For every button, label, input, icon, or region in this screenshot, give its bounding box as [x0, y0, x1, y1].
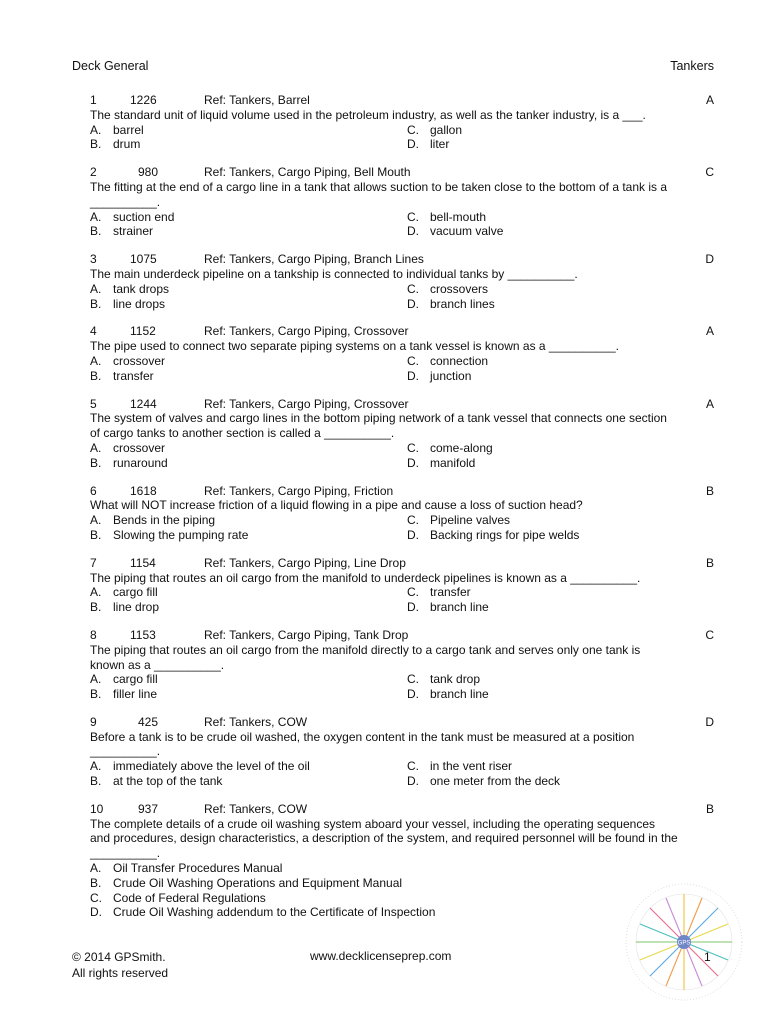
answer-key: C	[705, 165, 714, 180]
option-grid	[90, 123, 714, 153]
question-3	[90, 252, 714, 311]
question-number: 3	[90, 252, 97, 267]
footer-copyright	[72, 949, 168, 981]
answer-key: D	[705, 252, 714, 267]
answer-key: B	[705, 483, 714, 498]
question-number: 9	[90, 714, 97, 729]
option-c: C. Pipeline valves	[407, 513, 511, 528]
option-a: A. crossover	[90, 353, 166, 368]
option-d: D. liter	[407, 137, 450, 152]
option-c: C. come-along	[407, 440, 493, 455]
option-a: A. cargo fill	[90, 585, 158, 600]
option-a: A. tank drops	[90, 281, 170, 296]
option-b: B. strainer	[90, 224, 154, 239]
question-text: Before a tank is to be crude oil washed, the oxygen content in the tank must be measured at a position __________.	[90, 729, 635, 759]
answer-key: B	[705, 801, 714, 816]
question-8	[90, 628, 714, 702]
answer-key: B	[705, 555, 714, 570]
option-b: B. Slowing the pumping rate	[90, 527, 249, 542]
option-d: D. manifold	[407, 455, 476, 470]
question-ref: Ref: Tankers, Cargo Piping, Tank Drop	[204, 627, 409, 642]
question-2	[90, 165, 714, 239]
question-number: 7	[90, 555, 97, 570]
option-grid	[90, 585, 714, 615]
question-ref: Ref: Tankers, Cargo Piping, Crossover	[204, 324, 409, 339]
option-b: B. transfer	[90, 368, 154, 383]
question-ref: Ref: Tankers, Cargo Piping, Friction	[204, 483, 394, 498]
option-c: C. gallon	[407, 122, 463, 137]
question-number: 4	[90, 324, 97, 339]
option-grid	[90, 354, 714, 384]
rights-text: All rights reserved	[72, 966, 169, 980]
option-c: C. bell-mouth	[407, 209, 487, 224]
question-code: 1226	[130, 93, 157, 107]
option-d: D. branch line	[407, 687, 489, 702]
question-number: 8	[90, 627, 97, 642]
option-d: D. branch line	[407, 600, 489, 615]
question-9	[90, 715, 714, 789]
option-d: D. one meter from the deck	[407, 774, 561, 789]
option-a: A. Bends in the piping	[90, 513, 216, 528]
option-list	[90, 861, 714, 920]
option-c: C. in the vent riser	[407, 759, 513, 774]
question-text: The main underdeck pipeline on a tankship is connected to individual tanks by __________.	[90, 266, 578, 281]
question-6	[90, 484, 714, 543]
answer-key: A	[705, 324, 714, 339]
answer-key: A	[705, 396, 714, 411]
option-a: A. crossover	[90, 440, 166, 455]
question-text: The fitting at the end of a cargo line in a tank that allows suction to be taken close to the bottom of a tank is a __________.	[90, 179, 668, 209]
compass-rose-icon	[622, 880, 746, 1004]
option-d: D. branch lines	[407, 296, 495, 311]
question-ref: Ref: Tankers, Barrel	[204, 93, 310, 107]
footer-website: www.decklicenseprep.com	[310, 949, 452, 963]
option-grid	[90, 282, 714, 312]
option-b: B. line drop	[90, 600, 160, 615]
option-c: C. transfer	[407, 585, 471, 600]
question-text: The piping that routes an oil cargo from the manifold to underdeck pipelines is known as a __________.	[90, 570, 641, 585]
question-5	[90, 397, 714, 471]
question-ref: Ref: Tankers, Cargo Piping, Crossover	[204, 396, 409, 411]
option-a: A. barrel	[90, 122, 144, 137]
copyright-text: © 2014 GPSmith.	[72, 950, 166, 964]
question-text: The piping that routes an oil cargo from the manifold directly to a cargo tank and serves only one tank is known as a __________.	[90, 642, 641, 672]
option-b: B. line drops	[90, 296, 166, 311]
question-ref: Ref: Tankers, Cargo Piping, Bell Mouth	[204, 165, 411, 180]
option-c: C. tank drop	[407, 672, 481, 687]
question-7	[90, 556, 714, 615]
question-number: 5	[90, 396, 97, 411]
option-d: D. vacuum valve	[407, 224, 504, 239]
option-grid	[90, 441, 714, 471]
option-c: C. crossovers	[407, 281, 489, 296]
option-d: D. Backing rings for pipe welds	[407, 527, 580, 542]
option-grid	[90, 513, 714, 543]
question-number: 1	[90, 93, 97, 107]
question-code: 1618	[130, 483, 157, 498]
question-code: 1244	[130, 396, 157, 411]
question-code: 1154	[130, 555, 156, 570]
option-grid	[90, 672, 714, 702]
question-text: The complete details of a crude oil washing system aboard your vessel, including the operating sequences and procedures, design characteristics, a description of the system, and required personnel will be found in the __________.	[90, 816, 678, 861]
question-1	[90, 93, 714, 152]
option-grid	[90, 759, 714, 789]
logo-text: GPS	[677, 940, 691, 947]
question-ref: Ref: Tankers, COW	[204, 714, 308, 729]
question-text: The system of valves and cargo lines in the bottom piping network of a tank vessel that connects one section of cargo tanks to another section is called a __________.	[90, 411, 667, 441]
question-code: 1153	[130, 627, 156, 642]
page-number: 1	[704, 950, 711, 964]
question-ref: Ref: Tankers, COW	[204, 801, 308, 816]
option-c: C. Code of Federal Regulations	[90, 890, 266, 905]
question-text: The standard unit of liquid volume used in the petroleum industry, as well as the tanker industry, is a ___.	[90, 107, 646, 122]
question-number: 6	[90, 483, 97, 498]
option-a: A. cargo fill	[90, 672, 158, 687]
question-ref: Ref: Tankers, Cargo Piping, Branch Lines	[204, 252, 424, 267]
option-c: C. connection	[407, 353, 489, 368]
answer-key: C	[705, 627, 714, 642]
question-code: 980	[138, 165, 159, 180]
question-code: 425	[138, 714, 159, 729]
question-text: The pipe used to connect two separate piping systems on a tank vessel is known as a __________.	[90, 339, 619, 354]
option-a: A. suction end	[90, 209, 175, 224]
question-number: 2	[90, 165, 97, 180]
option-b: B. drum	[90, 137, 141, 152]
option-a: A. Oil Transfer Procedures Manual	[90, 861, 283, 876]
option-a: A. immediately above the level of the oil	[90, 759, 310, 774]
question-number: 10	[90, 801, 104, 816]
question-list	[90, 93, 714, 933]
option-b: B. runaround	[90, 455, 168, 470]
question-10	[90, 802, 714, 920]
answer-key: A	[705, 93, 714, 107]
option-b: B. at the top of the tank	[90, 774, 223, 789]
option-d: D. junction	[407, 368, 472, 383]
option-b: B. Crude Oil Washing Operations and Equipment Manual	[90, 875, 403, 890]
header-right: Tankers	[670, 59, 714, 73]
question-text: What will NOT increase friction of a liquid flowing in a pipe and cause a loss of suction head?	[90, 498, 583, 513]
header-left: Deck General	[72, 59, 149, 73]
option-grid	[90, 210, 714, 240]
question-code: 937	[138, 801, 159, 816]
question-ref: Ref: Tankers, Cargo Piping, Line Drop	[204, 555, 406, 570]
answer-key: D	[705, 714, 714, 729]
question-code: 1075	[130, 252, 157, 267]
question-code: 1152	[130, 324, 156, 339]
option-b: B. filler line	[90, 687, 158, 702]
question-4	[90, 324, 714, 383]
option-d: D. Crude Oil Washing addendum to the Certificate of Inspection	[90, 905, 436, 920]
